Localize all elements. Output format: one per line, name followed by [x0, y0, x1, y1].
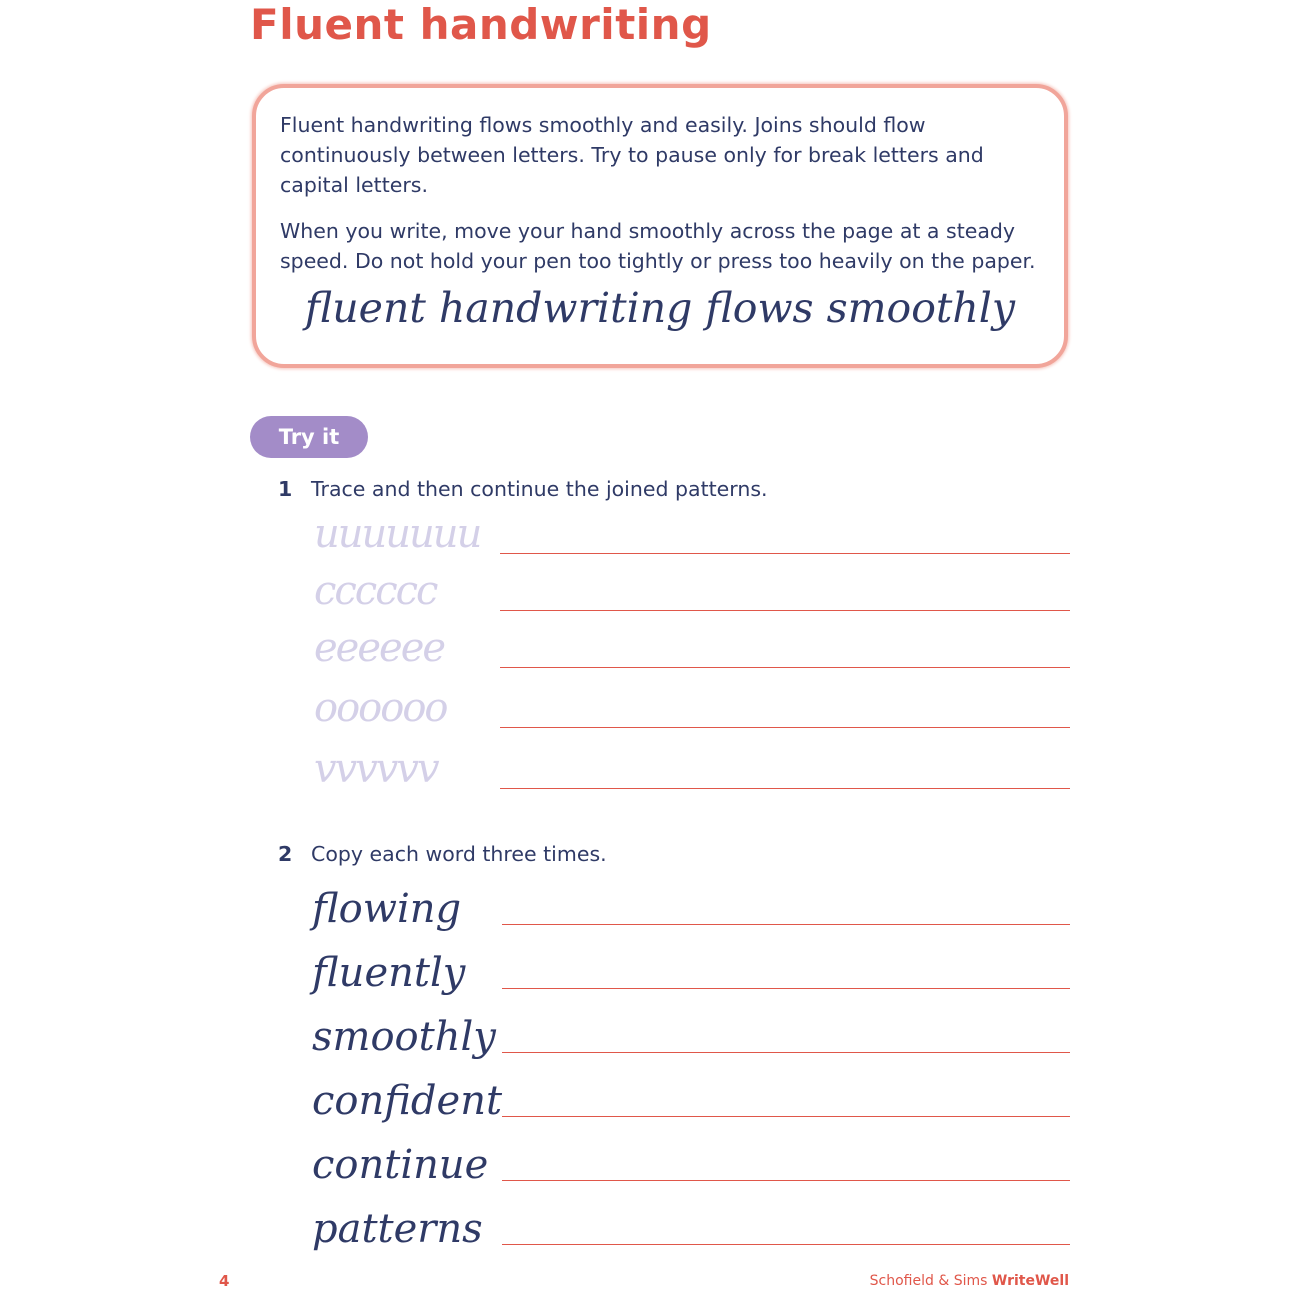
- question-2-number: 2: [278, 842, 293, 866]
- trace-pattern: vvvvvv: [314, 746, 438, 792]
- writing-line[interactable]: [502, 924, 1070, 925]
- writing-line[interactable]: [502, 1244, 1070, 1245]
- word-row: [310, 993, 1070, 1060]
- copy-word: fluently: [312, 950, 466, 996]
- info-paragraph-2: When you write, move your hand smoothly across the page at a steady speed. Do not hold your pen too tightly or press too heavily on the paper.: [280, 219, 1036, 273]
- pattern-row: [310, 729, 1070, 792]
- writing-line[interactable]: [502, 988, 1070, 989]
- trace-pattern: uuuuuuu: [314, 511, 481, 557]
- page-number: 4: [219, 1272, 230, 1290]
- copy-word: patterns: [312, 1206, 483, 1252]
- trace-pattern: oooooo: [314, 685, 447, 731]
- word-row: [310, 1121, 1070, 1188]
- question-1-number: 1: [278, 477, 293, 501]
- pattern-row: [310, 494, 1070, 557]
- handwriting-example: fluent handwriting flows smoothly: [304, 284, 1016, 332]
- copy-word: continue: [312, 1142, 489, 1188]
- writing-line[interactable]: [502, 1116, 1070, 1117]
- word-row: [310, 1185, 1070, 1252]
- series-name: WriteWell: [991, 1273, 1069, 1289]
- info-box: [252, 84, 1068, 368]
- info-paragraph-1: Fluent handwriting flows smoothly and easily. Joins should flow continuously between letters. Try to pause only for break letters and capital letters.: [280, 113, 984, 197]
- page-title: Fluent handwriting: [250, 0, 712, 49]
- try-it-badge: Try it: [250, 416, 368, 458]
- trace-pattern: cccccc: [314, 568, 437, 614]
- writing-line[interactable]: [502, 1052, 1070, 1053]
- word-row: [310, 1057, 1070, 1124]
- question-2-text: Copy each word three times.: [311, 842, 607, 866]
- writing-line[interactable]: [502, 1180, 1070, 1181]
- copy-word: smoothly: [312, 1014, 496, 1060]
- pattern-row: [310, 668, 1070, 731]
- word-row: [310, 929, 1070, 996]
- copy-word: confident: [312, 1078, 503, 1124]
- question-2: [278, 842, 607, 866]
- footer-brand: [870, 1273, 1069, 1289]
- publisher-name: Schofield & Sims: [869, 1273, 988, 1289]
- pattern-row: [310, 551, 1070, 614]
- word-row: [310, 865, 1070, 932]
- copy-word: flowing: [312, 886, 462, 932]
- question-1-text: Trace and then continue the joined patterns.: [311, 477, 768, 501]
- writing-line[interactable]: [500, 727, 1070, 728]
- pattern-row: [310, 608, 1070, 671]
- trace-pattern: eeeeee: [314, 625, 445, 671]
- writing-line[interactable]: [500, 788, 1070, 789]
